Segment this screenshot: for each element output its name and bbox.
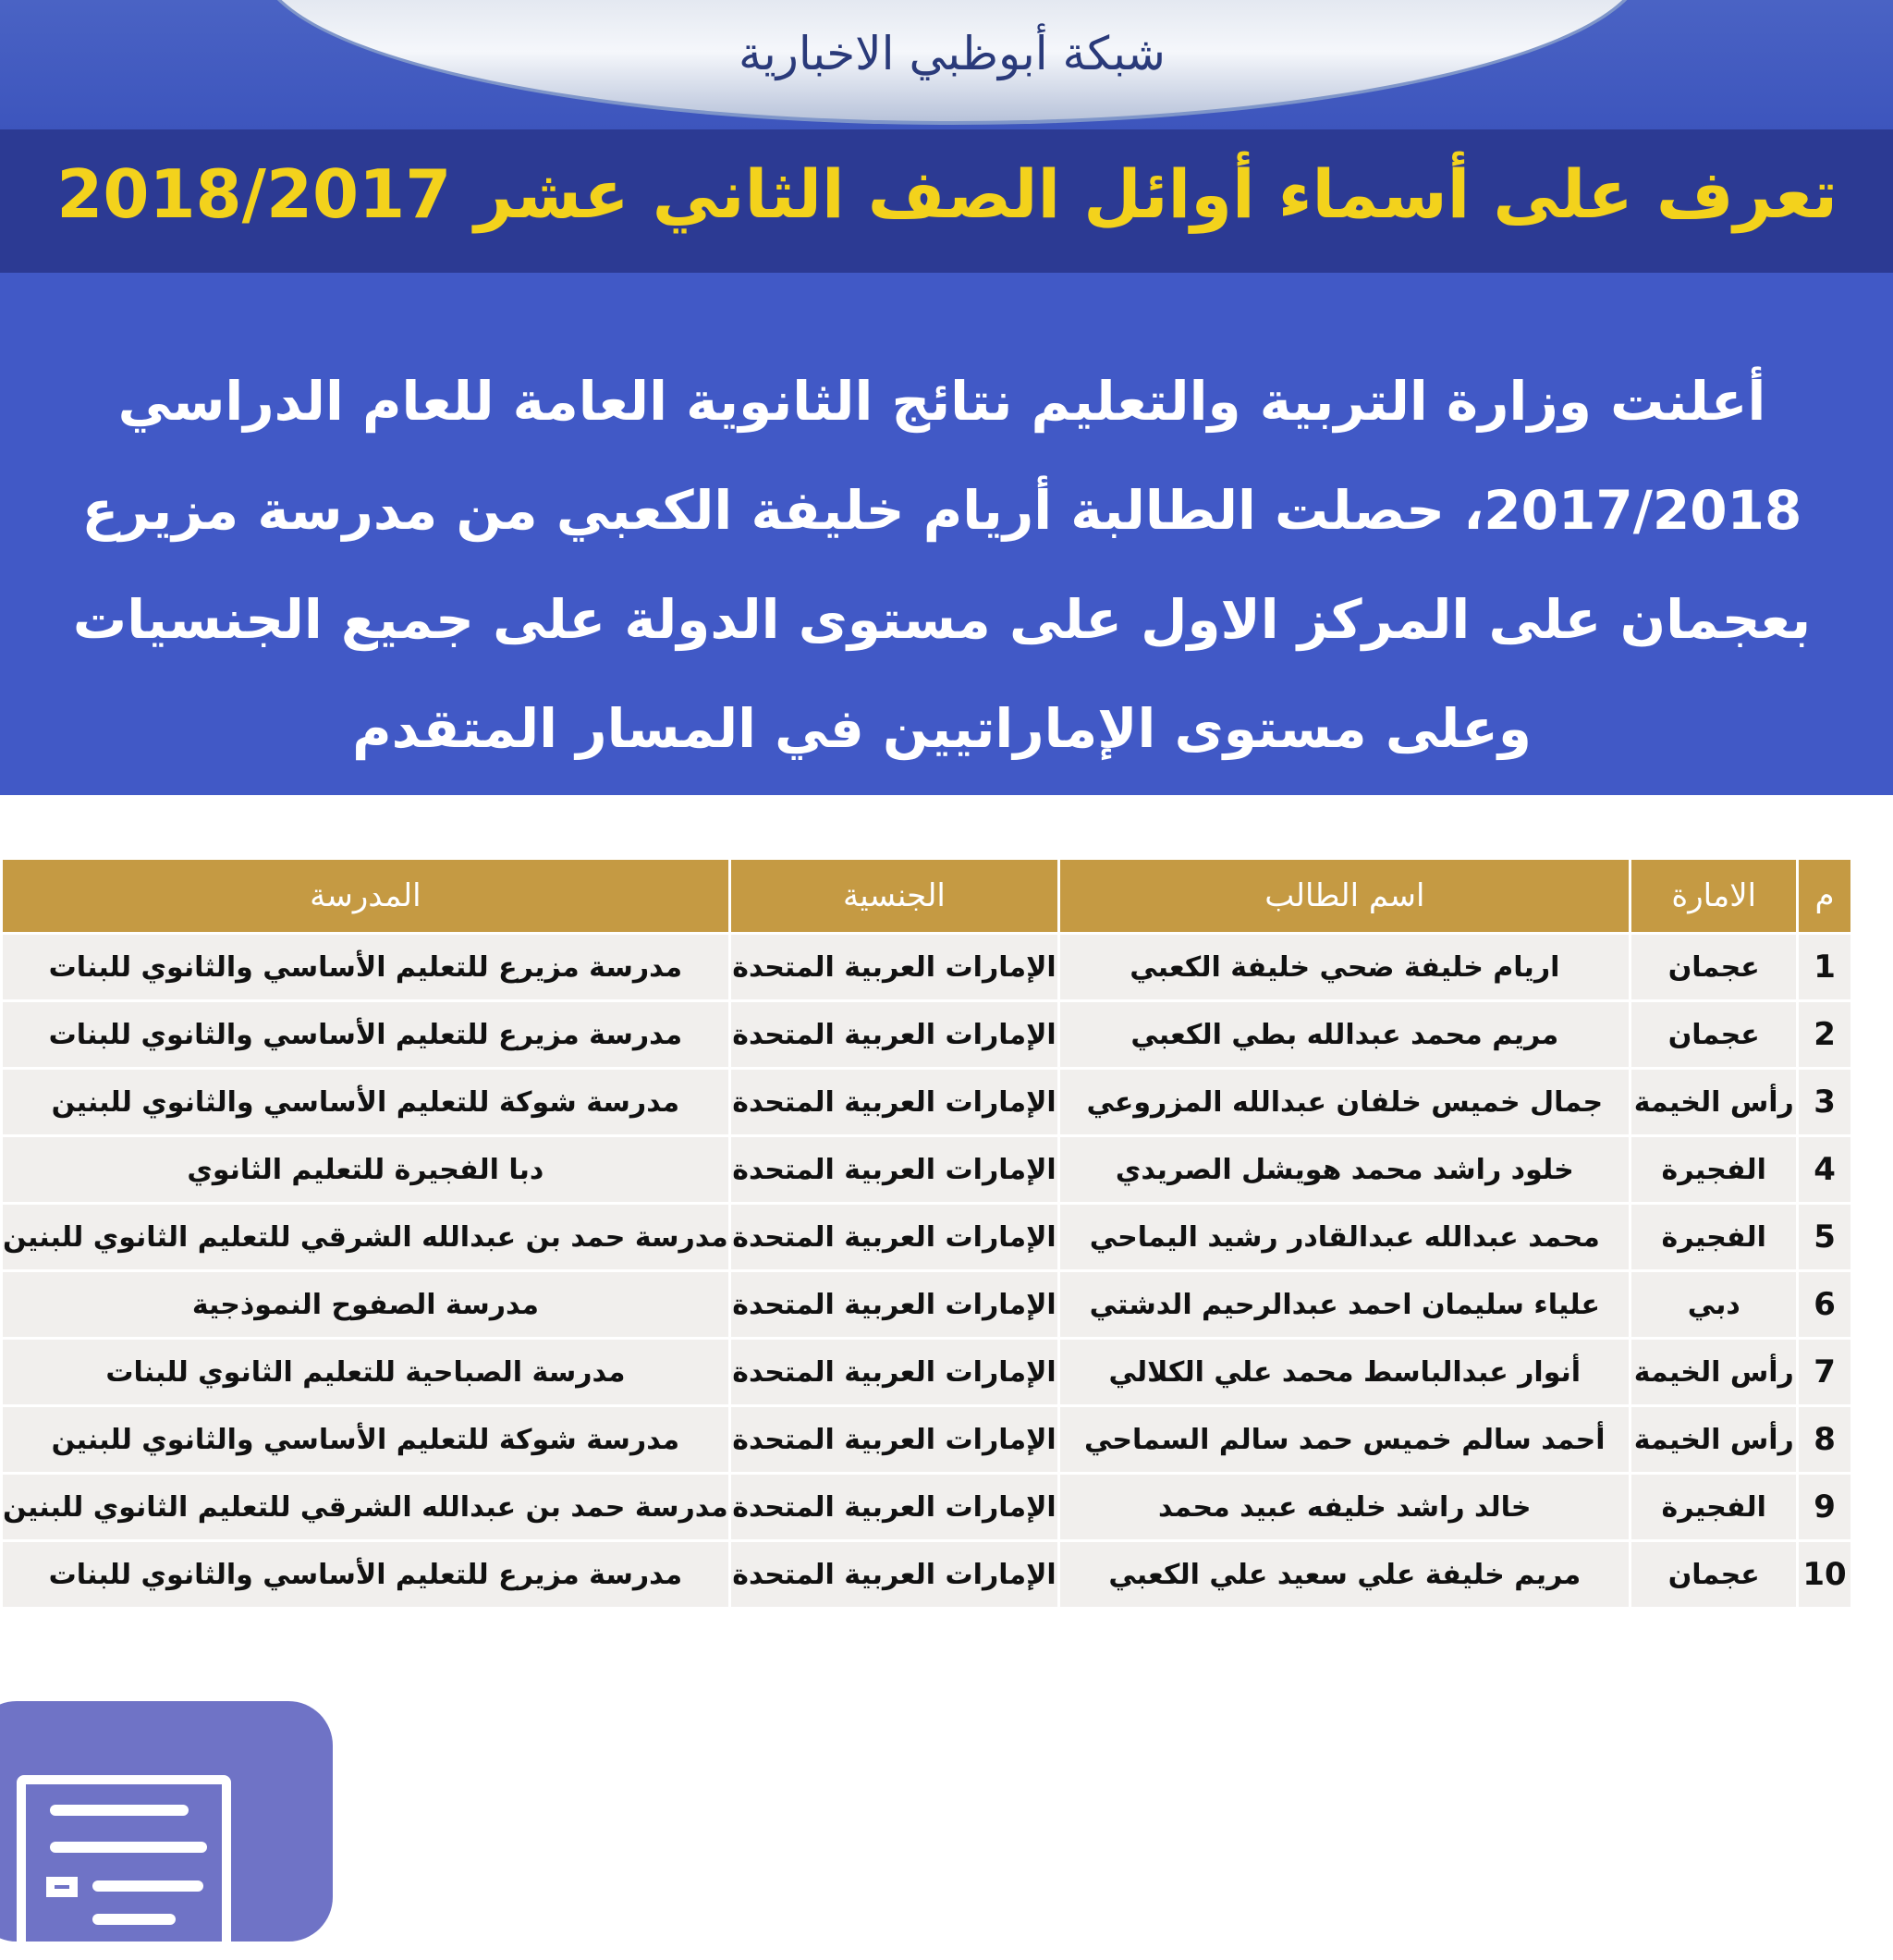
cell-emirate: رأس الخيمة [1630,1339,1798,1406]
column-header-name: اسم الطالب [1059,860,1630,934]
cell-student-name: أحمد سالم خميس حمد سالم السماحي [1059,1406,1630,1474]
results-table [0,860,1850,1607]
cell-nationality: الإمارات العربية المتحدة [729,1136,1059,1204]
cell-num: 3 [1798,1069,1850,1136]
cell-school: مدرسة شوكة للتعليم الأساسي والثانوي للبنين [2,1069,730,1136]
cell-school: مدرسة الصباحية للتعليم الثانوي للبنات [2,1339,730,1406]
column-header-school: المدرسة [2,860,730,934]
cell-school: دبا الفجيرة للتعليم الثانوي [2,1136,730,1204]
cell-emirate: الفجيرة [1630,1136,1798,1204]
cell-nationality: الإمارات العربية المتحدة [729,1406,1059,1474]
cell-nationality: الإمارات العربية المتحدة [729,1339,1059,1406]
table-row [2,1474,1851,1541]
cell-num: 9 [1798,1474,1850,1541]
cell-emirate: عجمان [1630,1001,1798,1069]
cell-num: 4 [1798,1136,1850,1204]
cell-student-name: جمال خميس خلفان عبدالله المزروعي [1059,1069,1630,1136]
table-row [2,1136,1851,1204]
table-row [2,1204,1851,1271]
cell-school: مدرسة مزيرع للتعليم الأساسي والثانوي للبنات [2,934,730,1001]
cell-num: 6 [1798,1271,1850,1339]
cell-nationality: الإمارات العربية المتحدة [729,1271,1059,1339]
table-row [2,1069,1851,1136]
cell-student-name: مريم محمد عبدالله بطي الكعبي [1059,1001,1630,1069]
table-row [2,1406,1851,1474]
cell-emirate: دبي [1630,1271,1798,1339]
table-row [2,1339,1851,1406]
cell-emirate: عجمان [1630,1541,1798,1608]
cell-num: 1 [1798,934,1850,1001]
cell-emirate: رأس الخيمة [1630,1406,1798,1474]
cell-school: مدرسة مزيرع للتعليم الأساسي والثانوي للبنات [2,1001,730,1069]
cell-num: 2 [1798,1001,1850,1069]
cell-school: مدرسة الصفوح النموذجية [2,1271,730,1339]
cell-nationality: الإمارات العربية المتحدة [729,1474,1059,1541]
document-list-icon [17,1775,231,1960]
cell-school: مدرسة شوكة للتعليم الأساسي والثانوي للبنين [2,1406,730,1474]
cell-student-name: خلود راشد محمد هويشل الصريدي [1059,1136,1630,1204]
table-header-row [2,860,1851,934]
table-row [2,1541,1851,1608]
cell-num: 7 [1798,1339,1850,1406]
cell-num: 10 [1798,1541,1850,1608]
cell-nationality: الإمارات العربية المتحدة [729,934,1059,1001]
table-body [2,934,1851,1608]
cell-school: مدرسة حمد بن عبدالله الشرقي للتعليم الثانوي للبنين [2,1204,730,1271]
cell-emirate: رأس الخيمة [1630,1069,1798,1136]
table-row [2,1001,1851,1069]
cell-school: مدرسة حمد بن عبدالله الشرقي للتعليم الثانوي للبنين [2,1474,730,1541]
cell-student-name: اريام خليفة ضحي خليفة الكعبي [1059,934,1630,1001]
table-header [2,860,1851,934]
network-name: شبكة أبوظبي الاخبارية [739,27,1166,80]
cell-emirate: عجمان [1630,934,1798,1001]
intro-paragraph: أعلنت وزارة التربية والتعليم نتائج الثانوية العامة للعام الدراسي 2017/2018، حصلت الطالبة أريام خليفة الكعبي من مدرسة مزيرع بعجمان على المركز الاول على مستوى الدولة على جميع الجنسيات وعلى مستوى الإماراتيين في المسار المتقدم [72,370,1812,760]
table-row [2,934,1851,1001]
cell-student-name: محمد عبدالله عبدالقادر رشيد اليماحي [1059,1204,1630,1271]
column-header-nationality: الجنسية [729,860,1059,934]
cell-num: 5 [1798,1204,1850,1271]
column-header-num: م [1798,860,1850,934]
column-header-emirate: الامارة [1630,860,1798,934]
page-title: تعرف على أسماء أوائل الصف الثاني عشر 2018/2017 [56,155,1838,233]
cell-nationality: الإمارات العربية المتحدة [729,1204,1059,1271]
cell-nationality: الإمارات العربية المتحدة [729,1001,1059,1069]
cell-nationality: الإمارات العربية المتحدة [729,1541,1059,1608]
cell-student-name: علياء سليمان احمد عبدالرحيم الدشتي [1059,1271,1630,1339]
title-bar [0,129,1893,273]
table-row [2,1271,1851,1339]
cell-emirate: الفجيرة [1630,1474,1798,1541]
cell-student-name: مريم خليفة علي سعيد علي الكعبي [1059,1541,1630,1608]
app-icon[interactable] [0,1701,333,1942]
cell-student-name: أنوار عبدالباسط محمد علي الكلالي [1059,1339,1630,1406]
intro-panel [0,273,1893,795]
cell-nationality: الإمارات العربية المتحدة [729,1069,1059,1136]
cell-school: مدرسة مزيرع للتعليم الأساسي والثانوي للبنات [2,1541,730,1608]
cell-num: 8 [1798,1406,1850,1474]
cell-emirate: الفجيرة [1630,1204,1798,1271]
cell-student-name: خالد راشد خليفه عبيد محمد [1059,1474,1630,1541]
